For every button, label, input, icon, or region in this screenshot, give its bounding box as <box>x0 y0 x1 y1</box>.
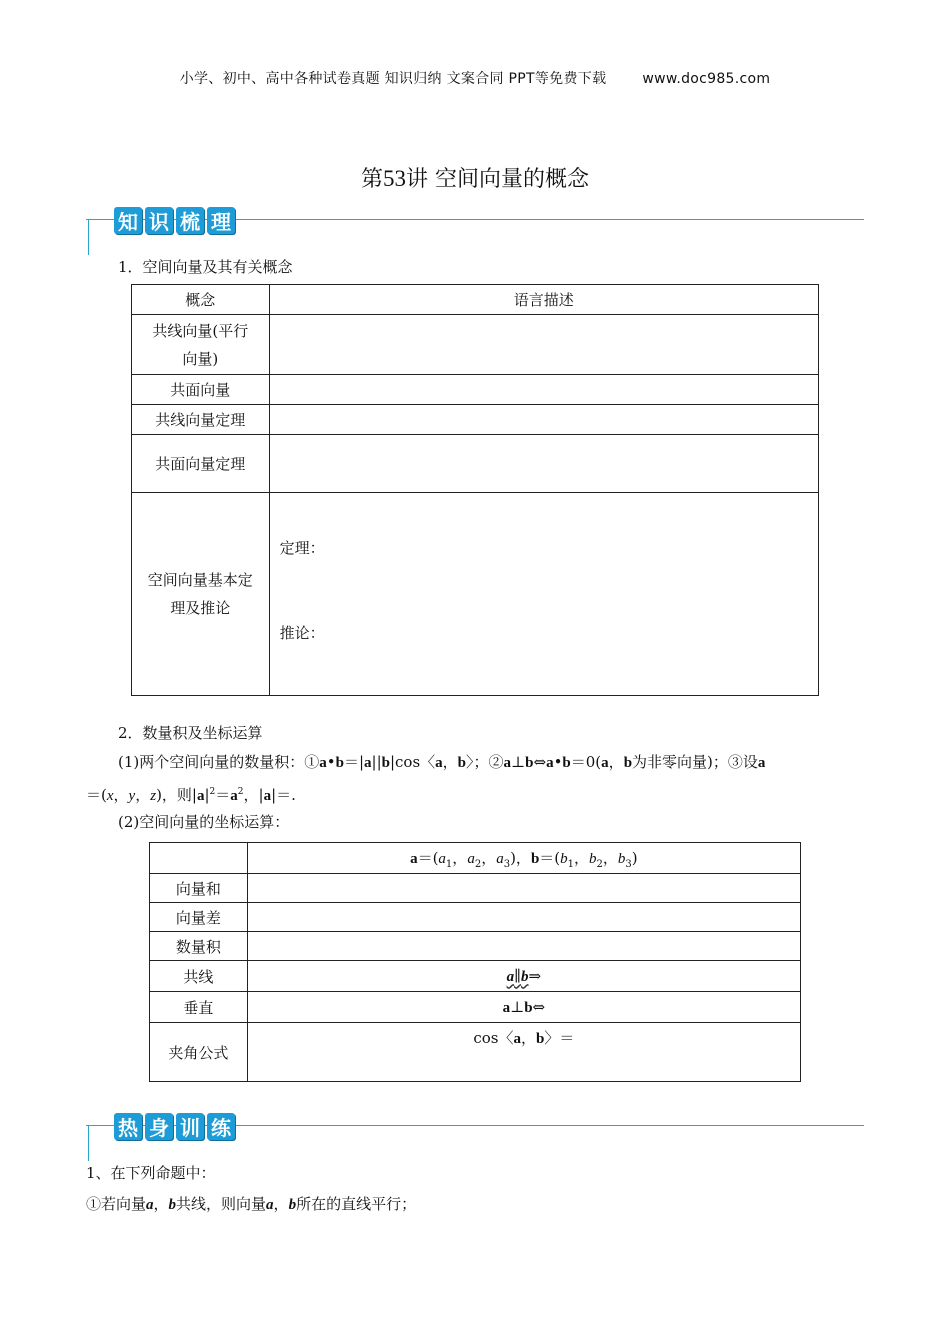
table-header-cell <box>150 843 248 874</box>
banner-tile: 训 <box>176 1113 204 1140</box>
var-b3: b <box>617 850 626 867</box>
text-run: ＝0( <box>570 753 602 771</box>
text-run: ⇔ <box>533 753 547 771</box>
text-run: ⊥ <box>510 997 525 1016</box>
concept-line: 向量) <box>182 349 219 368</box>
text-run: ＝( <box>417 848 439 867</box>
var-a3: a <box>496 850 504 867</box>
subscript: 1 <box>445 858 453 870</box>
vector-b: b <box>536 1031 545 1047</box>
vector-b: b <box>623 755 633 771</box>
var-x: x <box>106 788 114 804</box>
text-run: ⇒ <box>528 966 542 985</box>
header-text: 小学、初中、高中各种试卷真题 知识归纳 文案合同 PPT等免费下载 <box>179 71 607 87</box>
text-run: | <box>204 786 210 804</box>
vector-a: a <box>266 1197 274 1213</box>
text-run: ①若向量 <box>86 1195 147 1213</box>
description-cell <box>269 405 818 435</box>
text-run: • <box>326 753 336 771</box>
text-run: ， <box>113 786 129 804</box>
page-header <box>0 68 950 88</box>
vector-a: a <box>146 1197 154 1213</box>
text-run: ＝( <box>539 848 561 867</box>
concept-table <box>131 284 819 696</box>
section-banner-knowledge <box>86 207 866 257</box>
banner-rule-vertical <box>88 1125 89 1161</box>
text-run: 〉＝ <box>544 1029 575 1047</box>
operation-cell <box>247 992 800 1023</box>
concept-line: 空间向量基本定 <box>147 571 253 589</box>
subscript: 2 <box>474 858 482 870</box>
vector-b: b <box>288 1197 297 1213</box>
banner-tile: 理 <box>207 207 235 234</box>
vector-a: a <box>319 755 327 771</box>
table-row <box>150 961 801 992</box>
text-run: ， <box>273 1195 289 1213</box>
title-prefix: 第 <box>360 167 383 192</box>
concept-cell: 共面向量定理 <box>132 435 270 493</box>
description-cell <box>269 315 818 375</box>
concept-cell: 共面向量 <box>132 375 270 405</box>
banner-tile: 热 <box>114 1113 142 1140</box>
title-number: 53 <box>383 166 406 191</box>
text-run: )， <box>510 848 531 867</box>
text-run: || <box>371 753 382 771</box>
operation-cell <box>247 903 800 932</box>
text-run: ， <box>153 1195 169 1213</box>
concept-cell: 共线向量定理 <box>132 405 270 435</box>
description-cell <box>269 435 818 493</box>
table-row <box>150 903 801 932</box>
superscript: 2 <box>237 787 244 797</box>
table-row <box>132 405 819 435</box>
vector-a: a <box>757 755 766 771</box>
subscript: 3 <box>625 858 632 870</box>
banner-tile: 梳 <box>176 207 204 234</box>
var-y: y <box>128 788 136 804</box>
vector-b: b <box>524 999 533 1016</box>
table-row <box>132 315 819 375</box>
operation-cell <box>247 874 800 903</box>
subscript: 1 <box>567 858 575 870</box>
table-row <box>150 874 801 903</box>
operation-label: 向量和 <box>150 874 248 903</box>
corollary-label: 推论： <box>279 624 325 642</box>
banner-tile: 身 <box>145 1113 173 1140</box>
table-row <box>150 843 801 874</box>
table-row <box>150 1023 801 1082</box>
text-run: ＝( <box>86 786 107 804</box>
text-run: ， <box>442 753 458 771</box>
concept-line: 理及推论 <box>170 599 231 617</box>
banner-tile: 识 <box>145 207 173 234</box>
text-run: ⇔ <box>532 997 546 1016</box>
var-b2: b <box>589 850 597 867</box>
text-run: ＝ <box>215 786 231 804</box>
text-run: ， <box>520 1029 536 1047</box>
table-row <box>132 375 819 405</box>
text-run: ， <box>608 753 624 771</box>
page-title <box>0 162 950 193</box>
superscript: 2 <box>209 787 216 797</box>
theorem-label: 定理： <box>279 539 325 557</box>
vector-a: a <box>503 755 512 771</box>
operation-label: 共线 <box>150 961 248 992</box>
subscript: 2 <box>596 858 603 870</box>
operation-label: 数量积 <box>150 932 248 961</box>
operation-label: 垂直 <box>150 992 248 1023</box>
subscript: 3 <box>503 858 511 870</box>
text-run: ， <box>135 786 151 804</box>
title-suffix: 讲 空间向量的概念 <box>406 167 589 192</box>
vector-b: b <box>525 755 534 771</box>
concept-cell <box>132 493 270 696</box>
table-header-cell: 概念 <box>132 285 270 315</box>
dot-product-paragraph <box>118 751 765 774</box>
var-a1: a <box>438 850 446 867</box>
text-run: )，则| <box>156 786 197 804</box>
vector-a: a <box>502 999 511 1016</box>
vector-b: b <box>530 850 540 867</box>
var-b1: b <box>560 850 568 867</box>
vector-b: b <box>168 1197 177 1213</box>
var-a2: a <box>467 850 475 867</box>
question-1: 1、在下列命题中： <box>86 1164 216 1182</box>
magnitude-paragraph <box>86 781 296 807</box>
operation-cell <box>247 1023 800 1082</box>
vector-a: a <box>435 755 443 771</box>
vector-a: a <box>230 788 238 804</box>
table-row <box>150 932 801 961</box>
text-run: ， <box>481 848 497 867</box>
text-run: 共线，则向量 <box>176 1195 267 1213</box>
text-run: (1)两个空间向量的数量积：① <box>118 753 320 771</box>
banner-tiles <box>114 1113 235 1140</box>
banner-tile: 练 <box>207 1113 235 1140</box>
section-banner-warmup <box>86 1113 866 1163</box>
text-run: • <box>553 753 563 771</box>
operation-label: 夹角公式 <box>150 1023 248 1082</box>
table-row <box>132 435 819 493</box>
section1-heading: 1．空间向量及其有关概念 <box>118 258 293 276</box>
text-run: ， <box>452 848 468 867</box>
vector-b: b <box>335 755 344 771</box>
coordinate-ops-heading: (2)空间向量的坐标运算： <box>118 813 290 831</box>
table-header-cell <box>247 843 800 874</box>
banner-tile: 知 <box>114 207 142 234</box>
var-z: z <box>150 788 157 804</box>
table-header-cell: 语言描述 <box>269 285 818 315</box>
vector-a: a <box>546 755 554 771</box>
vector-a: a <box>196 788 205 804</box>
text-run: ，| <box>243 786 264 804</box>
vector-b: b <box>381 755 390 771</box>
description-cell <box>269 493 818 696</box>
vector-b: b <box>562 755 571 771</box>
vector-a: a <box>263 788 272 804</box>
vector-b: b <box>457 755 467 771</box>
text-run: cos〈 <box>473 1029 514 1047</box>
banner-rule-vertical <box>88 219 89 255</box>
banner-tiles <box>114 207 235 234</box>
concept-line: 共线向量(平行 <box>152 321 249 340</box>
table-row <box>150 992 801 1023</box>
header-site: www.doc985.com <box>642 71 771 87</box>
vector-a: a <box>513 1031 521 1047</box>
table-row <box>132 285 819 315</box>
operation-cell <box>247 961 800 992</box>
text-run: ， <box>602 848 618 867</box>
table-row <box>132 493 819 696</box>
vector-a: a <box>364 755 372 771</box>
vector-a: a <box>601 755 609 771</box>
concept-cell <box>132 315 270 375</box>
text-run: ＝| <box>343 753 365 771</box>
question-1-item-1 <box>86 1193 416 1216</box>
text-run: ∥ <box>514 966 522 985</box>
text-run: |＝. <box>271 786 296 804</box>
description-cell <box>269 375 818 405</box>
vector-a: a <box>410 850 418 867</box>
text-run: ⊥ <box>511 753 526 771</box>
operation-label: 向量差 <box>150 903 248 932</box>
vector-a: a <box>506 968 515 985</box>
operation-cell <box>247 932 800 961</box>
text-run: ) <box>631 848 638 867</box>
text-run: 〉；② <box>466 753 504 771</box>
section2-heading: 2．数量积及坐标运算 <box>118 724 263 742</box>
text-run: 为非零向量)；③设 <box>632 753 758 771</box>
text-run: 所在的直线平行； <box>296 1195 417 1213</box>
text-run: |cos〈 <box>389 753 436 771</box>
coordinate-table <box>149 842 801 1082</box>
text-run: ， <box>574 848 590 867</box>
vector-b: b <box>521 968 529 985</box>
